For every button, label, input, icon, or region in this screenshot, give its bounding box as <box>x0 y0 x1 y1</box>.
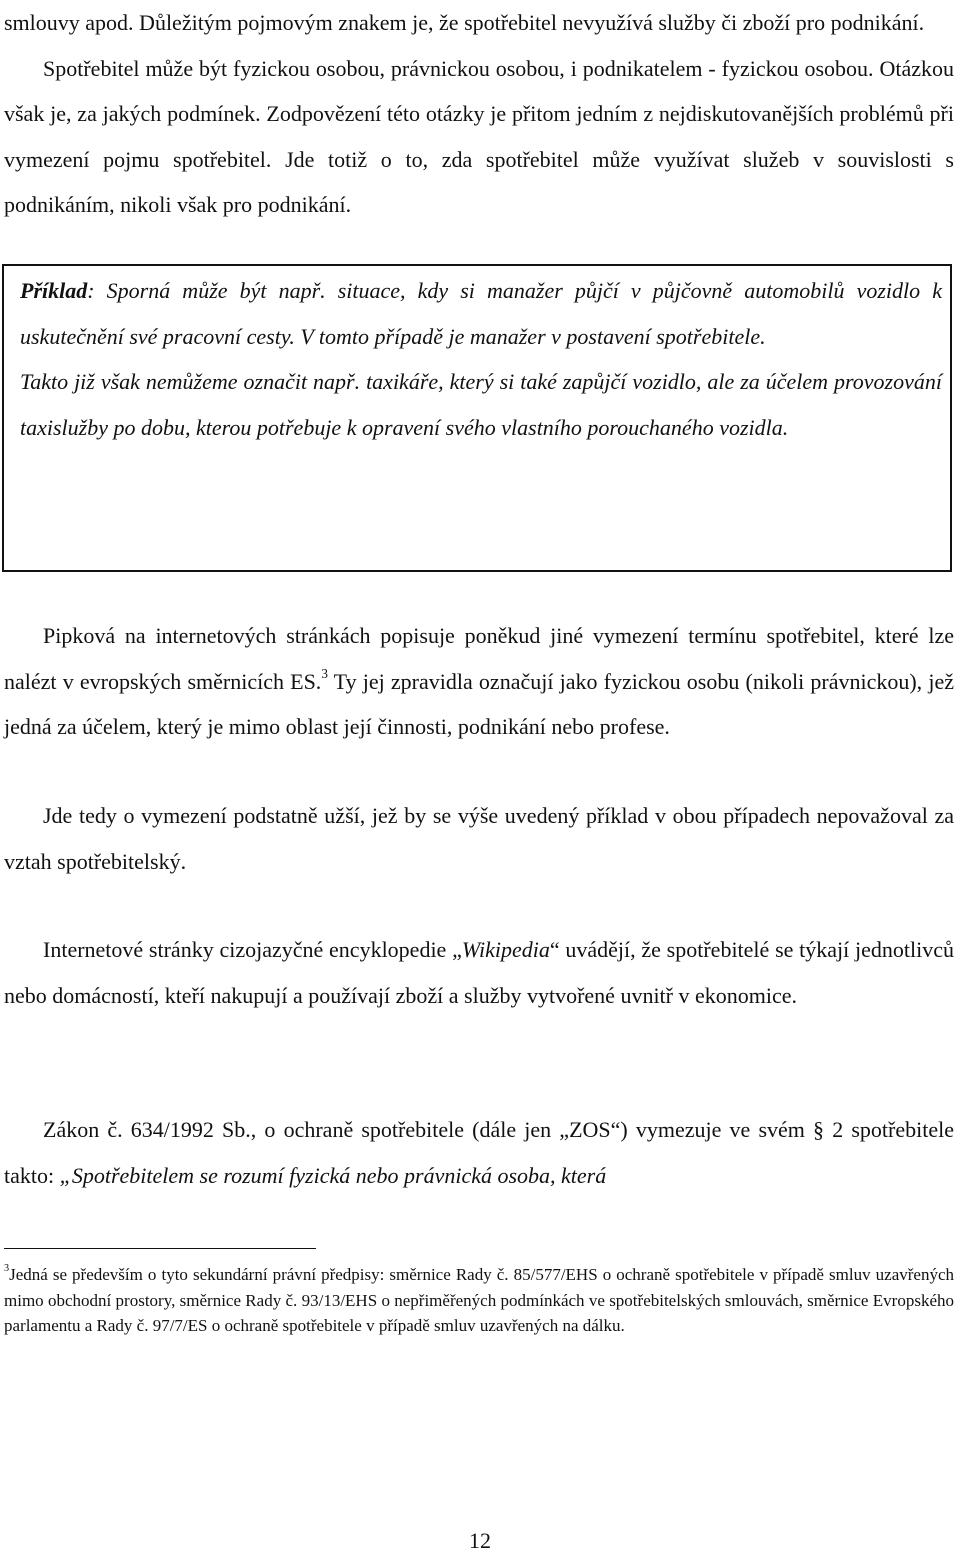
example-text-1: Sporná může být např. situace, kdy si manažer půjčí v půjčovně automobilů vozidlo k uskutečnění své pracovní cesty. V tomto případě je manažer v postavení spotřebitele. <box>20 278 942 349</box>
footnote <box>4 1262 954 1339</box>
example-colon: : <box>87 278 107 303</box>
footnote-separator <box>4 1248 316 1249</box>
narrower-definition-paragraph: Jde tedy o vymezení podstatně užší, jež by se výše uvedený příklad v obou případech nepovažoval za vztah spotřebitelský. <box>4 803 954 874</box>
example-box <box>2 264 952 572</box>
page-number: 12 <box>469 1528 491 1553</box>
footnote-text: Jedná se především o tyto sekundární právní předpisy: směrnice Rady č. 85/577/EHS o ochraně spotřebitele v případě smluv uzavřených mimo obchodní prostory, směrnice Rady č. 93/13/EHS o nepřiměřených podmínkách ve spotřebitelských smlouvách, směrnice Evropského parlamentu a Rady č. 97/7/ES o ochraně spotřebitele v případě smluv uzavřených na dálku. <box>4 1265 954 1335</box>
law-paragraph <box>4 1107 954 1198</box>
example-content <box>20 268 942 450</box>
footnote-number: 3 <box>4 1263 10 1275</box>
law-text: Zákon č. 634/1992 Sb., o ochraně spotřebitele (dále jen „ZOS“) vymezuje ve svém § 2 spotřebitele takto: <box>4 1117 954 1188</box>
wikipedia-paragraph <box>4 927 954 1018</box>
example-paragraph-1 <box>20 268 942 359</box>
law-quote: „Spotřebitelem se rozumí fyzická nebo právnická osoba, která <box>59 1162 607 1188</box>
wikipedia-name: Wikipedia <box>461 937 550 962</box>
footnote-ref: 3 <box>321 665 328 681</box>
intro-paragraph: smlouvy apod. Důležitým pojmovým znakem je, že spotřebitel nevyužívá služby či zboží pro podnikání. <box>4 10 925 35</box>
pipkova-text: Pipková na internetových stránkách popisuje poněkud jiné vymezení termínu spotřebitel, které lze nalézt v evropských směrnicích ES. <box>4 623 954 694</box>
body-text-top <box>4 0 954 228</box>
wikipedia-text-2: “ uvádějí, že spotřebitelé se týkají jednotlivců nebo domácností, kteří nakupují a používají zboží a služby vytvořené uvnitř v ekonomice. <box>4 937 955 1008</box>
example-paragraph-2: Takto již však nemůžeme označit např. taxikáře, který si také zapůjčí vozidlo, ale za účelem provozování taxislužby po dobu, kterou potřebuje k opravení svého vlastního porouchaného vozidla. <box>20 369 942 440</box>
example-label: Příklad <box>20 278 88 303</box>
wikipedia-text-1: Internetové stránky cizojazyčné encyklopedie „ <box>43 937 462 962</box>
pipkova-paragraph <box>4 613 954 750</box>
pipkova-text-cont: Ty jej zpravidla označují jako fyzickou osobu (nikoli právnickou), jež jedná za účelem, který je mimo oblast její činnosti, podnikání nebo profese. <box>4 668 954 739</box>
consumer-subjects-paragraph: Spotřebitel může být fyzickou osobou, právnickou osobou, i podnikatelem - fyzickou osobou. Otázkou však je, za jakých podmínek. Zodpovězení této otázky je přitom jedním z nejdiskutovanějších problémů při vymezení pojmu spotřebitel. Jde totiž o to, zda spotřebitel může využívat služeb v souvislosti s podnikáním, nikoli však pro podnikání. <box>4 55 954 217</box>
